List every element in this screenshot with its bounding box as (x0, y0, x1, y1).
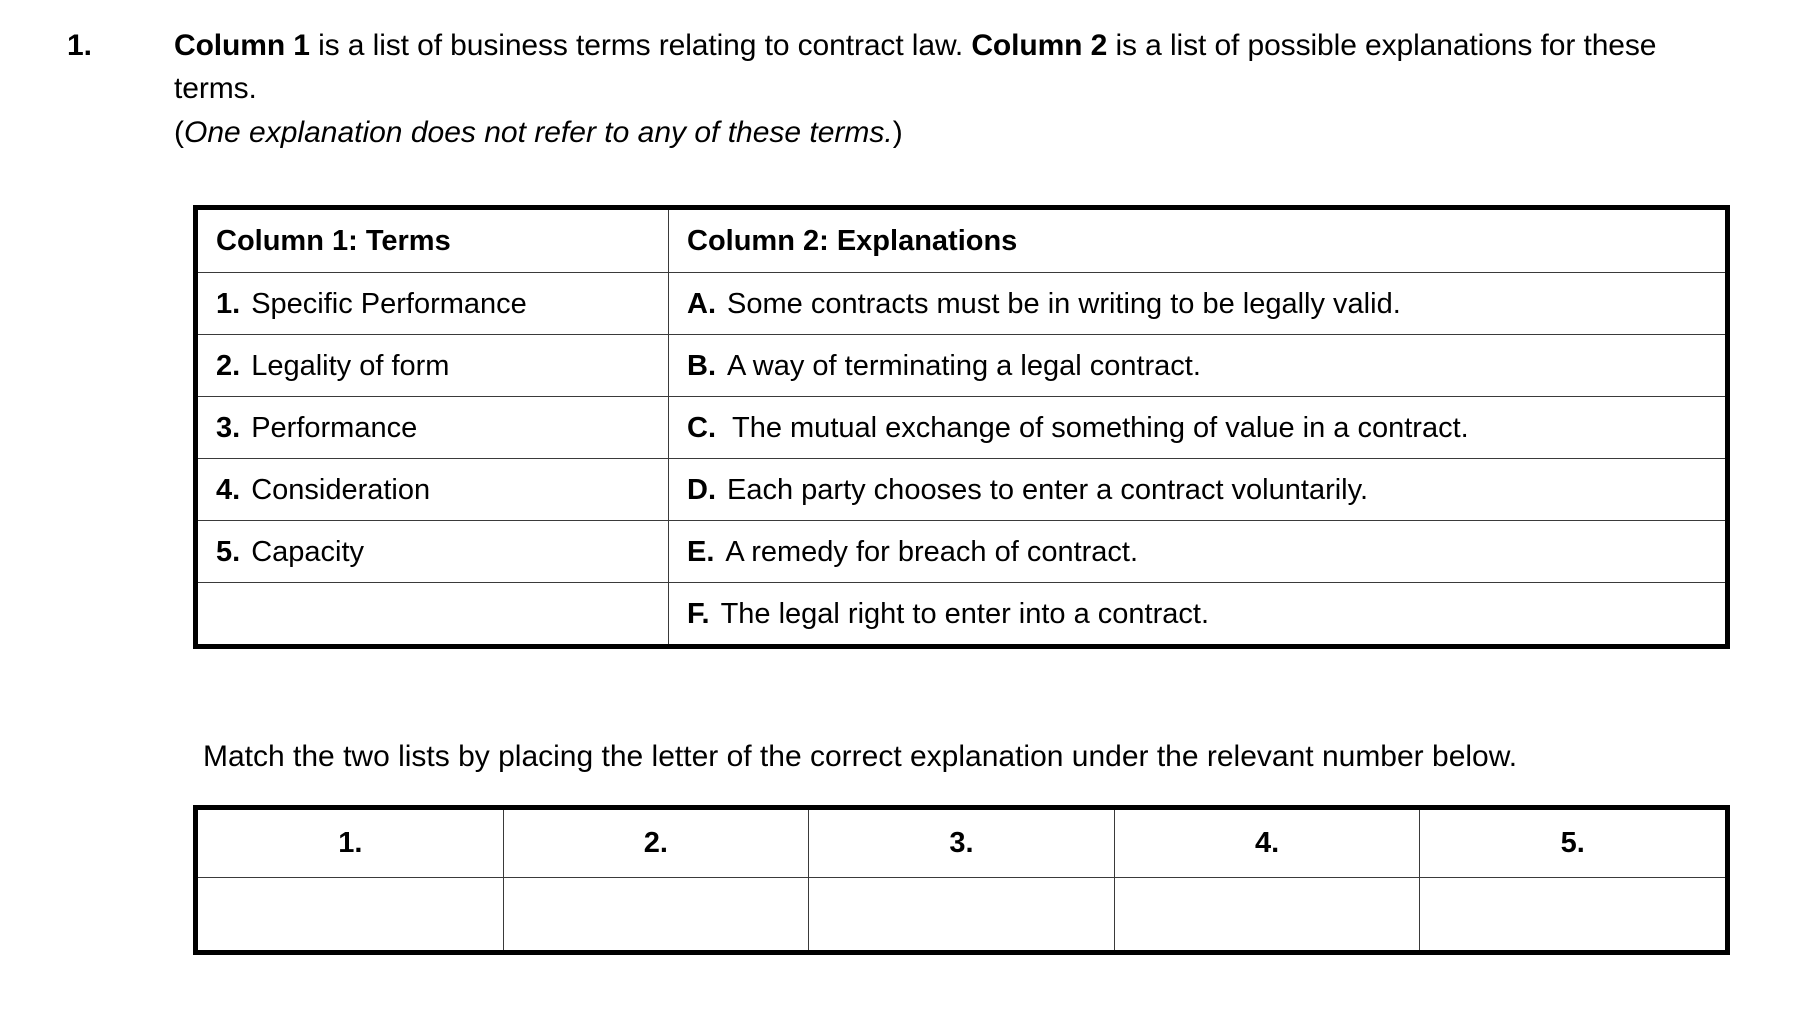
answer-label-4: 4. (1114, 808, 1420, 878)
term-cell-5 (196, 521, 669, 583)
term-cell-2 (196, 335, 669, 397)
note-italic-text: One explanation does not refer to any of these terms. (184, 116, 893, 149)
explanation-text-d: Each party chooses to enter a contract voluntarily. (727, 473, 1369, 506)
explanation-cell-b (669, 335, 1728, 397)
term-key-2: 2. (216, 349, 241, 382)
answer-input-1[interactable] (196, 878, 504, 953)
table-row (196, 335, 1728, 397)
explanation-key-f: F. (687, 597, 710, 630)
answer-input-row (196, 878, 1728, 953)
term-cell-4 (196, 459, 669, 521)
answer-label-2: 2. (503, 808, 809, 878)
question-note (174, 111, 1708, 154)
answer-input-5[interactable] (1420, 878, 1728, 953)
explanation-key-b: B. (687, 349, 716, 382)
note-close-paren: ) (892, 116, 903, 149)
explanation-text-f: The legal right to enter into a contract. (720, 597, 1210, 630)
table-header-row (196, 208, 1728, 273)
answer-label-1: 1. (196, 808, 504, 878)
explanation-cell-inner (687, 411, 1725, 445)
term-text-5: Capacity (251, 535, 365, 568)
explanation-cell-inner (687, 597, 1725, 631)
question-row (0, 24, 1818, 154)
question-intro-mid-text: is a list of business terms relating to contract law. (309, 29, 972, 62)
term-cell-inner (216, 411, 668, 445)
matching-table-container (193, 205, 1730, 649)
matching-instruction: Match the two lists by placing the letter of the correct explanation under the relevant number below. (203, 740, 1518, 773)
term-key-3: 3. (216, 411, 241, 444)
term-cell-3 (196, 397, 669, 459)
answer-table-container (193, 805, 1730, 955)
explanation-cell-d (669, 459, 1728, 521)
term-key-4: 4. (216, 473, 241, 506)
question-body (92, 24, 1818, 154)
table-row (196, 459, 1728, 521)
explanation-cell-e (669, 521, 1728, 583)
term-cell-inner (216, 349, 668, 383)
term-cell-inner (216, 473, 668, 507)
note-open-paren: ( (174, 116, 184, 149)
answer-input-4[interactable] (1114, 878, 1420, 953)
answer-label-3: 3. (809, 808, 1115, 878)
explanation-key-e: E. (687, 535, 715, 568)
table-row (196, 583, 1728, 647)
term-text-2: Legality of form (251, 349, 450, 382)
term-text-1: Specific Performance (251, 287, 527, 320)
explanation-text-e: A remedy for breach of contract. (725, 535, 1139, 568)
explanation-key-c: C. (687, 411, 716, 444)
question-intro-end-text: is a list of possible explanations for these terms. (174, 29, 1657, 105)
explanation-text-c: The mutual exchange of something of value in a contract. (732, 411, 1469, 444)
table-row (196, 397, 1728, 459)
explanation-cell-inner (687, 535, 1725, 569)
column2-header-cell: Column 2: Explanations (669, 208, 1728, 273)
table-row (196, 521, 1728, 583)
answer-input-2[interactable] (503, 878, 809, 953)
answer-table (193, 805, 1730, 955)
term-cell-1 (196, 273, 669, 335)
table-row (196, 273, 1728, 335)
explanation-cell-inner (687, 287, 1725, 321)
answer-label-row (196, 808, 1728, 878)
explanation-text-a: Some contracts must be in writing to be legally valid. (727, 287, 1401, 320)
matching-table (193, 205, 1730, 649)
question-intro-paragraph (174, 24, 1708, 110)
explanation-key-d: D. (687, 473, 716, 506)
explanation-text-b: A way of terminating a legal contract. (727, 349, 1201, 382)
explanation-cell-c (669, 397, 1728, 459)
term-cell-empty (196, 583, 669, 647)
explanation-cell-inner (687, 473, 1725, 507)
term-key-1: 1. (216, 287, 241, 320)
term-text-4: Consideration (251, 473, 431, 506)
term-cell-inner (216, 535, 668, 569)
question-block (0, 24, 1818, 154)
explanation-cell-a (669, 273, 1728, 335)
explanation-cell-f (669, 583, 1728, 647)
column1-header-cell: Column 1: Terms (196, 208, 669, 273)
column2-bold-label: Column 2 (971, 29, 1108, 62)
term-cell-inner (216, 287, 668, 321)
term-text-3: Performance (251, 411, 418, 444)
explanation-cell-inner (687, 349, 1725, 383)
explanation-key-a: A. (687, 287, 716, 320)
column1-bold-label: Column 1 (174, 29, 310, 62)
term-key-5: 5. (216, 535, 241, 568)
answer-input-3[interactable] (809, 878, 1115, 953)
question-number: 1. (66, 29, 92, 62)
answer-label-5: 5. (1420, 808, 1728, 878)
